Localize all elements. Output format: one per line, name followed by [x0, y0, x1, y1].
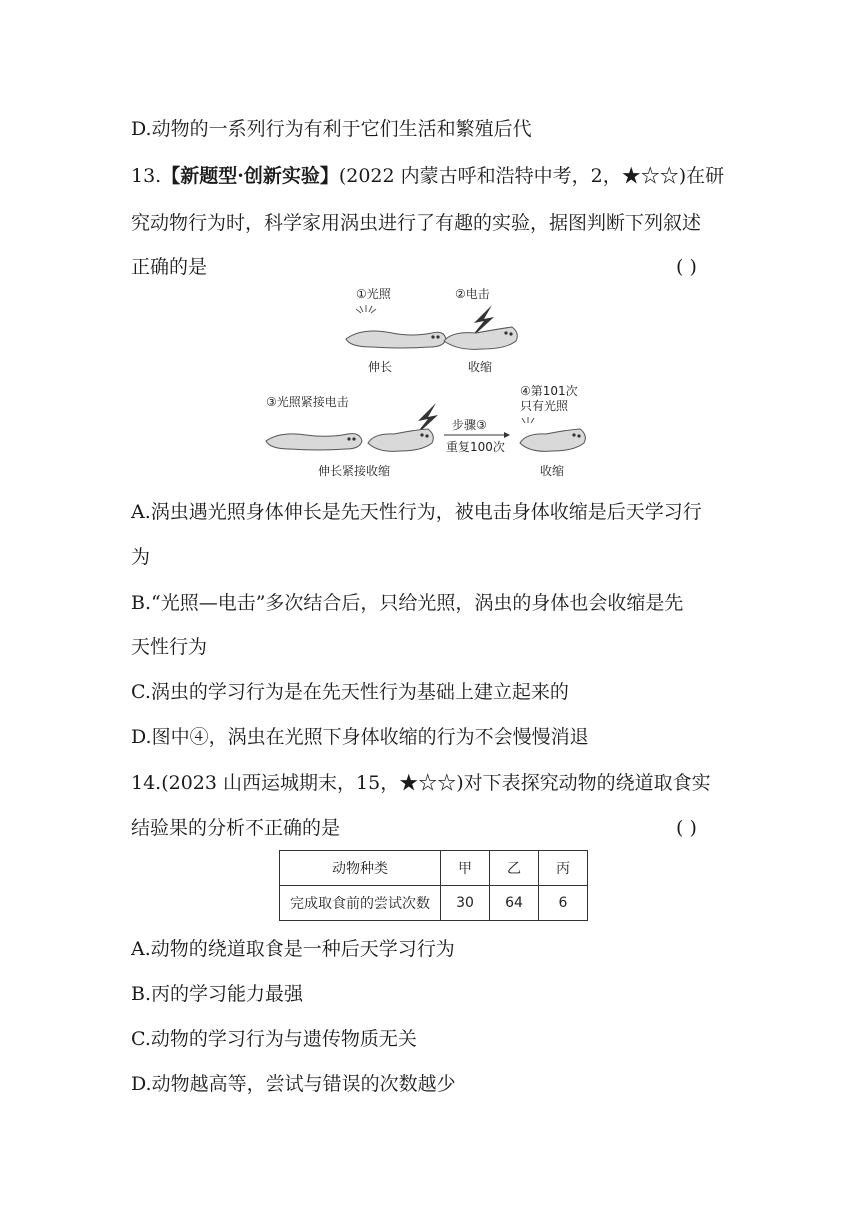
q14-answer-bracket: ( ) [676, 817, 697, 839]
q13-option-a-line1: A.涡虫遇光照身体伸长是先天性行为，被电击身体收缩是后天学习行 [131, 501, 702, 523]
light-icon-2 [522, 417, 534, 423]
planarian-contracted-1 [444, 327, 517, 349]
table-header-cell: 丙 [539, 851, 588, 886]
q14-option-d: D.动物越高等，尝试与错误的次数越少 [131, 1073, 456, 1095]
q13-option-b-line1: B.“光照—电击”多次结合后，只给光照，涡虫的身体也会收缩是先 [131, 592, 684, 614]
q13-option-d: D.图中④，涡虫在光照下身体收缩的行为不会慢慢消退 [131, 726, 589, 748]
q13-option-a-line2: 为 [131, 546, 151, 568]
fig-arrow-bottom-label: 重复100次 [446, 440, 505, 454]
planarian-elongated-1 [346, 331, 446, 348]
fig-step4b-label: 只有光照 [520, 399, 569, 413]
table-cell: 30 [441, 886, 490, 921]
fig-step4a-label: ④第101次 [520, 384, 578, 398]
planarian-experiment-figure [262, 283, 602, 483]
right-arrow-icon [444, 432, 510, 438]
q13-stem-line1 [131, 163, 724, 189]
planarian-contracted-2 [368, 429, 433, 451]
fig-step3-label: ③光照紧接电击 [266, 395, 349, 409]
q14-option-c: C.动物的学习行为与遗传物质无关 [131, 1028, 417, 1050]
planarian-contracted-3 [520, 429, 585, 451]
fig-label-contract-2: 收缩 [540, 464, 565, 478]
q13-number: 13. [131, 165, 162, 187]
q13-tag: 【新题型·创新实验】 [161, 165, 339, 187]
q13-answer-bracket: ( ) [676, 256, 697, 278]
table-header-cell: 动物种类 [280, 851, 441, 886]
fig-arrow-top-label: 步骤③ [452, 418, 487, 432]
planarian-elongated-2 [266, 434, 362, 450]
detour-feeding-table [279, 850, 588, 921]
q13-option-c: C.涡虫的学习行为是在先天性行为基础上建立起来的 [131, 681, 569, 703]
table-header-cell: 甲 [441, 851, 490, 886]
q13-option-b-line2: 天性行为 [131, 636, 208, 658]
q13-source: (2022 内蒙古呼和浩特中考，2，★☆☆)在研 [338, 165, 725, 187]
q13-stem-line2: 究动物行为时，科学家用涡虫进行了有趣的实验，据图判断下列叙述 [131, 212, 702, 234]
light-icon [356, 305, 376, 313]
table-header-cell: 乙 [490, 851, 539, 886]
q14-stem-line1: 14.(2023 山西运城期末，15，★☆☆)对下表探究动物的绕道取食实 [131, 772, 711, 794]
q12-option-d: D.动物的一系列行为有利于它们生活和繁殖后代 [131, 118, 532, 140]
fig-label-contract: 收缩 [468, 360, 493, 374]
table-cell: 完成取食前的尝试次数 [280, 886, 441, 921]
q13-stem-line3: 正确的是 [131, 256, 208, 278]
q14-stem-line2: 结验果的分析不正确的是 [131, 817, 341, 839]
table-cell: 6 [539, 886, 588, 921]
fig-step2-label: ②电击 [455, 287, 490, 301]
fig-step1-label: ①光照 [356, 287, 391, 301]
q14-option-b: B.丙的学习能力最强 [131, 983, 304, 1005]
table-header-row [280, 851, 588, 886]
table-cell: 64 [490, 886, 539, 921]
fig-label-elongate-contract: 伸长紧接收缩 [318, 464, 391, 478]
table-row [280, 886, 588, 921]
q14-option-a: A.动物的绕道取食是一种后天学习行为 [131, 938, 455, 960]
fig-label-elongate: 伸长 [368, 360, 393, 374]
